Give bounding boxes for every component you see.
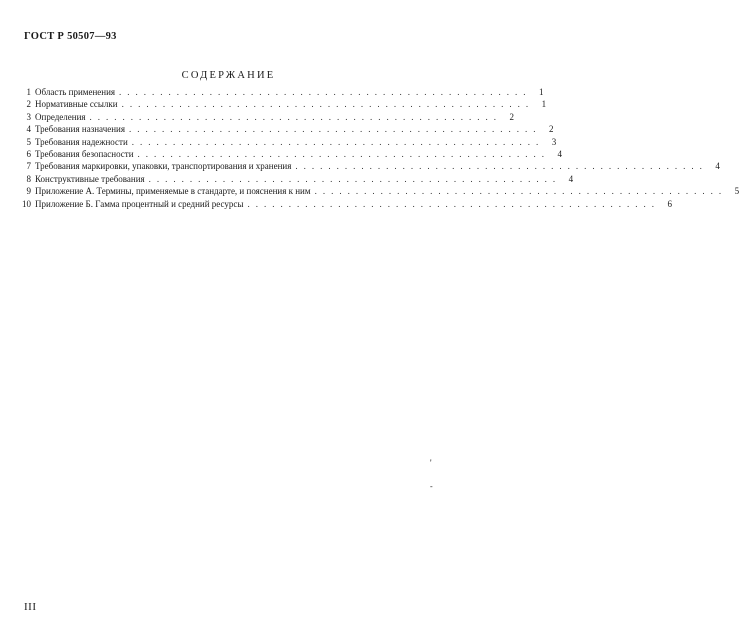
toc-label: Определения bbox=[35, 111, 86, 122]
toc-label: Требования надежности bbox=[35, 136, 128, 147]
toc-entry bbox=[20, 173, 574, 186]
toc-page: 2 bbox=[509, 111, 515, 122]
toc-entry bbox=[20, 186, 739, 198]
dot-leader: .................................................. bbox=[295, 161, 708, 172]
toc-number: 9 bbox=[26, 186, 31, 197]
toc-page: 5 bbox=[734, 186, 739, 197]
toc-page: 6 bbox=[667, 198, 672, 209]
toc-title: СОДЕРЖАНИЕ bbox=[181, 70, 276, 81]
toc-label: Приложение Б. Гамма процентный и средний ресурсы bbox=[35, 198, 244, 209]
dot-leader: .................................................. bbox=[129, 124, 542, 135]
toc-entry bbox=[20, 124, 554, 136]
toc-number: 3 bbox=[26, 111, 31, 122]
margin-mark: ' bbox=[430, 458, 432, 468]
dot-leader: .................................................. bbox=[314, 186, 728, 197]
toc-number: 4 bbox=[26, 124, 31, 135]
toc-entry bbox=[20, 148, 563, 161]
dot-leader: .................................................. bbox=[119, 87, 532, 97]
toc-entry bbox=[20, 161, 720, 173]
toc-label: Требования безопасности bbox=[35, 148, 134, 159]
toc-page: 4 bbox=[715, 161, 720, 172]
toc-page: 4 bbox=[557, 148, 563, 159]
toc-number: 1 bbox=[26, 87, 31, 97]
toc-page: 3 bbox=[551, 136, 557, 147]
toc-label: Область применения bbox=[35, 87, 116, 97]
toc-number: 5 bbox=[26, 136, 31, 147]
toc-entry bbox=[20, 111, 515, 124]
toc-number: 10 bbox=[22, 198, 31, 209]
dot-leader: .................................................. bbox=[121, 99, 535, 110]
toc-label: Требования маркировки, упаковки, транспортирования и хранения bbox=[35, 161, 292, 172]
toc-page: 1 bbox=[541, 99, 547, 110]
toc-entry bbox=[20, 198, 672, 211]
page-number: III bbox=[24, 601, 37, 613]
toc-entry bbox=[20, 136, 557, 149]
toc-entry bbox=[20, 87, 544, 99]
toc-label: Конструктивные требования bbox=[35, 173, 145, 184]
toc-page: 4 bbox=[568, 173, 574, 184]
toc-number: 2 bbox=[26, 99, 31, 110]
dot-leader: .................................................. bbox=[148, 173, 562, 184]
table-of-contents bbox=[20, 87, 739, 211]
toc-page: 1 bbox=[539, 87, 544, 97]
toc-page: 2 bbox=[549, 124, 554, 135]
toc-label: Приложение А. Термины, применяемые в стандарте, и пояснения к ним bbox=[35, 186, 311, 197]
dot-leader: .................................................. bbox=[247, 198, 660, 209]
toc-entry bbox=[20, 99, 547, 111]
toc-number: 7 bbox=[26, 161, 31, 172]
document-header: ГОСТ Р 50507—93 bbox=[24, 31, 117, 42]
margin-mark: - bbox=[430, 482, 433, 491]
toc-number: 6 bbox=[26, 148, 31, 159]
dot-leader: .................................................. bbox=[131, 136, 545, 147]
toc-number: 8 bbox=[26, 173, 31, 184]
toc-label: Требования назначения bbox=[35, 124, 125, 135]
dot-leader: .................................................. bbox=[89, 111, 503, 122]
dot-leader: .................................................. bbox=[137, 148, 551, 159]
toc-label: Нормативные ссылки bbox=[35, 99, 118, 110]
